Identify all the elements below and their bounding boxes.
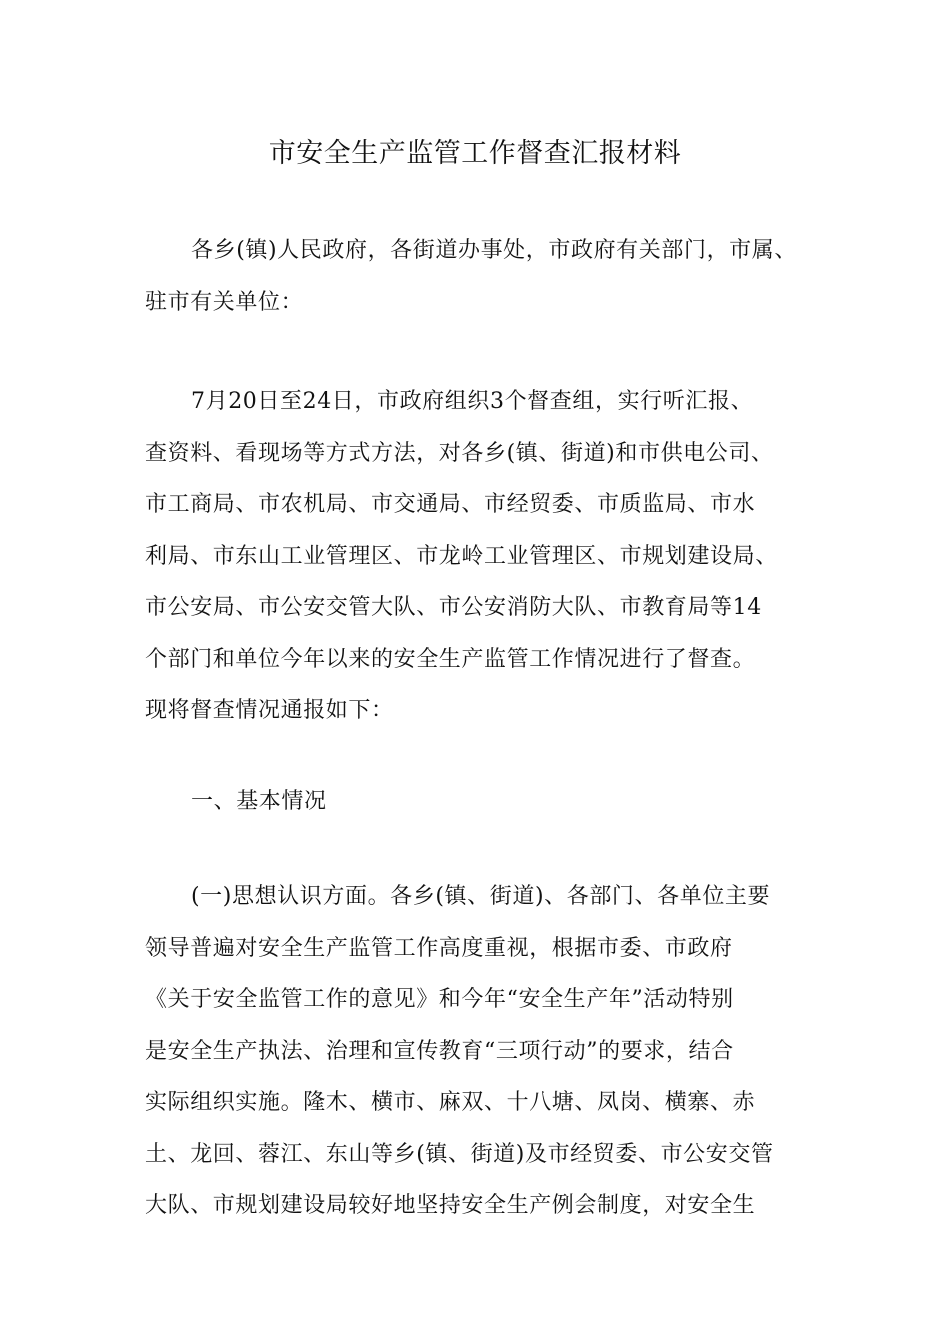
- intro-paragraph: [145, 376, 825, 737]
- section-heading: [145, 776, 825, 828]
- section-heading-text: 一、基本情况: [191, 789, 327, 814]
- intro-line: 现将督查情况通报如下：: [145, 698, 394, 723]
- addressee-line: 驻市有关单位：: [145, 289, 304, 315]
- addressee-line: 各乡(镇)人民政府，各街道办事处，市政府有关部门，市属、: [191, 238, 797, 263]
- intro-line: 利局、市东山工业管理区、市龙岭工业管理区、市规划建设局、: [145, 543, 778, 569]
- section1-line: 土、龙回、蓉江、东山等乡(镇、街道)及市经贸委、市公安交管: [145, 1141, 774, 1167]
- section1-line: 实际组织实施。隆木、横市、麻双、十八塘、凤岗、横寨、赤: [145, 1090, 756, 1115]
- section1-line: 大队、市规划建设局较好地坚持安全生产例会制度，对安全生: [145, 1193, 756, 1218]
- document-title: 市安全生产监管工作督查汇报材料: [268, 138, 682, 169]
- addressee-paragraph: [145, 225, 825, 328]
- intro-line: 7月20日至24日，市政府组织3个督查组，实行听汇报、: [191, 389, 754, 414]
- section1-line: 是安全生产执法、治理和宣传教育“三项行动”的要求，结合: [145, 1038, 734, 1064]
- intro-line: 市公安局、市公安交管大队、市公安消防大队、市教育局等14: [145, 595, 762, 620]
- intro-line: 个部门和单位今年以来的安全生产监管工作情况进行了督查。: [145, 646, 756, 672]
- intro-line: 市工商局、市农机局、市交通局、市经贸委、市质监局、市水: [145, 492, 756, 517]
- intro-line: 查资料、看现场等方式方法，对各乡(镇、街道)和市供电公司、: [145, 440, 774, 466]
- section1-line: 领导普遍对安全生产监管工作高度重视，根据市委、市政府: [145, 935, 733, 961]
- section1-line: 《关于安全监管工作的意见》和今年“安全生产年”活动特别: [145, 987, 734, 1012]
- section1-paragraph: [145, 871, 825, 1232]
- section1-line: (一)思想认识方面。各乡(镇、街道)、各部门、各单位主要: [191, 884, 771, 909]
